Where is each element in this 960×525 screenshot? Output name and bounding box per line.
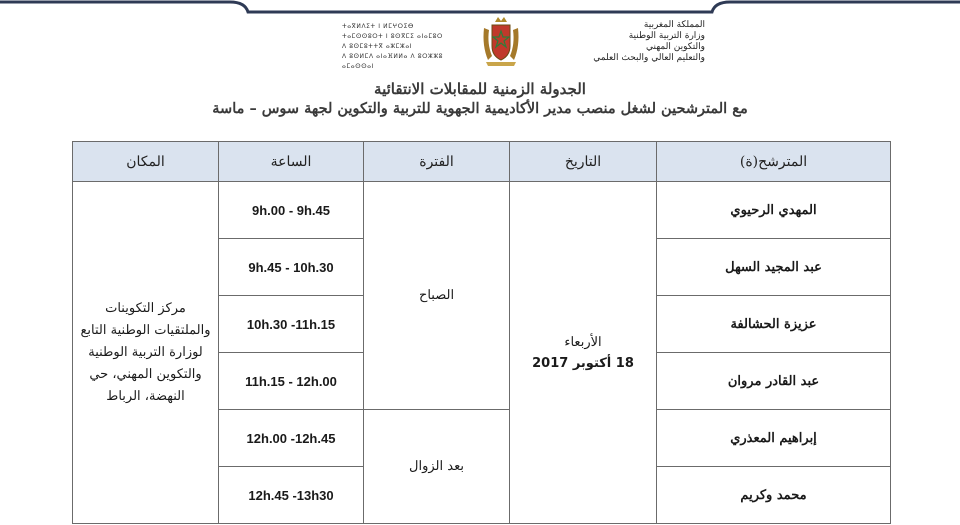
- interview-schedule-table: [72, 141, 891, 524]
- place-line: مركز التكوينات: [105, 300, 186, 316]
- header-date: التاريخ: [510, 142, 657, 182]
- interview-day: الأربعاء: [564, 334, 602, 350]
- place-line: لوزارة التربية الوطنية: [88, 344, 203, 360]
- interview-date: 18 أكتوبر 2017: [532, 355, 634, 371]
- candidate-name: عبد المجيد السهل: [657, 239, 891, 296]
- period-afternoon: بعد الزوال: [364, 410, 510, 524]
- candidate-name: عزيزة الحشالفة: [657, 296, 891, 353]
- top-frame-border: [0, 0, 960, 14]
- candidate-name: المهدي الرحيوي: [657, 182, 891, 239]
- document-title: الجدولة الزمنية للمقابلات الانتقائية: [374, 80, 586, 98]
- period-morning: الصباح: [364, 182, 510, 410]
- table-row: [73, 182, 891, 239]
- time-slot: 11h.15 - 12h.00: [219, 353, 364, 410]
- tifinagh-line: ⵜⴰⴳⵍⴷⵉⵜ ⵏ ⵍⵎⵖⵔⵉⴱ: [342, 23, 414, 30]
- header-candidate: المترشح(ة): [657, 142, 891, 182]
- letterhead-line: والتكوين المهني: [646, 42, 705, 52]
- letterhead: [0, 14, 960, 78]
- time-slot: 9h.45 - 10h.30: [219, 239, 364, 296]
- header-place: المكان: [73, 142, 219, 182]
- header-time: الساعة: [219, 142, 364, 182]
- place-line: النهضة، الرباط: [106, 388, 185, 404]
- letterhead-line: المملكة المغربية: [643, 20, 705, 30]
- header-row: [73, 142, 891, 182]
- time-slot: 9h.00 - 9h.45: [219, 182, 364, 239]
- time-slot: 10h.30 -11h.15: [219, 296, 364, 353]
- letterhead-line: وزارة التربية الوطنية: [628, 31, 705, 41]
- letterhead-line: والتعليم العالي والبحث العلمي: [593, 53, 705, 63]
- letterhead-tifinagh: [342, 22, 467, 72]
- tifinagh-line: ⴷ ⵓⵙⵎⵓⵜⵜⴳ ⴰⵣⵎⵣⴰⵏ: [342, 43, 413, 50]
- interview-date-cell: [510, 182, 657, 524]
- time-slot: 12h.45 -13h30: [219, 467, 364, 524]
- letterhead-arabic: [545, 20, 705, 64]
- candidate-name: محمد وكريم: [657, 467, 891, 524]
- document-subtitle: مع المترشحين لشغل منصب مدير الأكاديمية الجهوية للتربية والتكوين لجهة سوس – ماسة: [212, 100, 748, 117]
- candidate-name: إبراهيم المعذري: [657, 410, 891, 467]
- header-period: الفترة: [364, 142, 510, 182]
- place-line: والملتقيات الوطنية التابع: [80, 322, 211, 338]
- time-slot: 12h.00 -12h.45: [219, 410, 364, 467]
- tifinagh-line: ⴷ ⵓⵙⵍⵎⴷ ⴰⵏⴰⴼⵍⵍⴰ ⴷ ⵓⵔⵣⵣⵓ ⴰⵎⴰⵙⵙⴰⵏ: [342, 53, 444, 70]
- candidate-name: عبد القادر مروان: [657, 353, 891, 410]
- place-line: والتكوين المهني، حي: [89, 366, 202, 382]
- tifinagh-line: ⵜⴰⵎⵙⵙⵓⵔⵜ ⵏ ⵓⵙⴳⵎⵉ ⴰⵏⴰⵎⵓⵔ: [342, 33, 443, 40]
- interview-place: [73, 182, 219, 524]
- coat-of-arms-icon: [478, 16, 524, 68]
